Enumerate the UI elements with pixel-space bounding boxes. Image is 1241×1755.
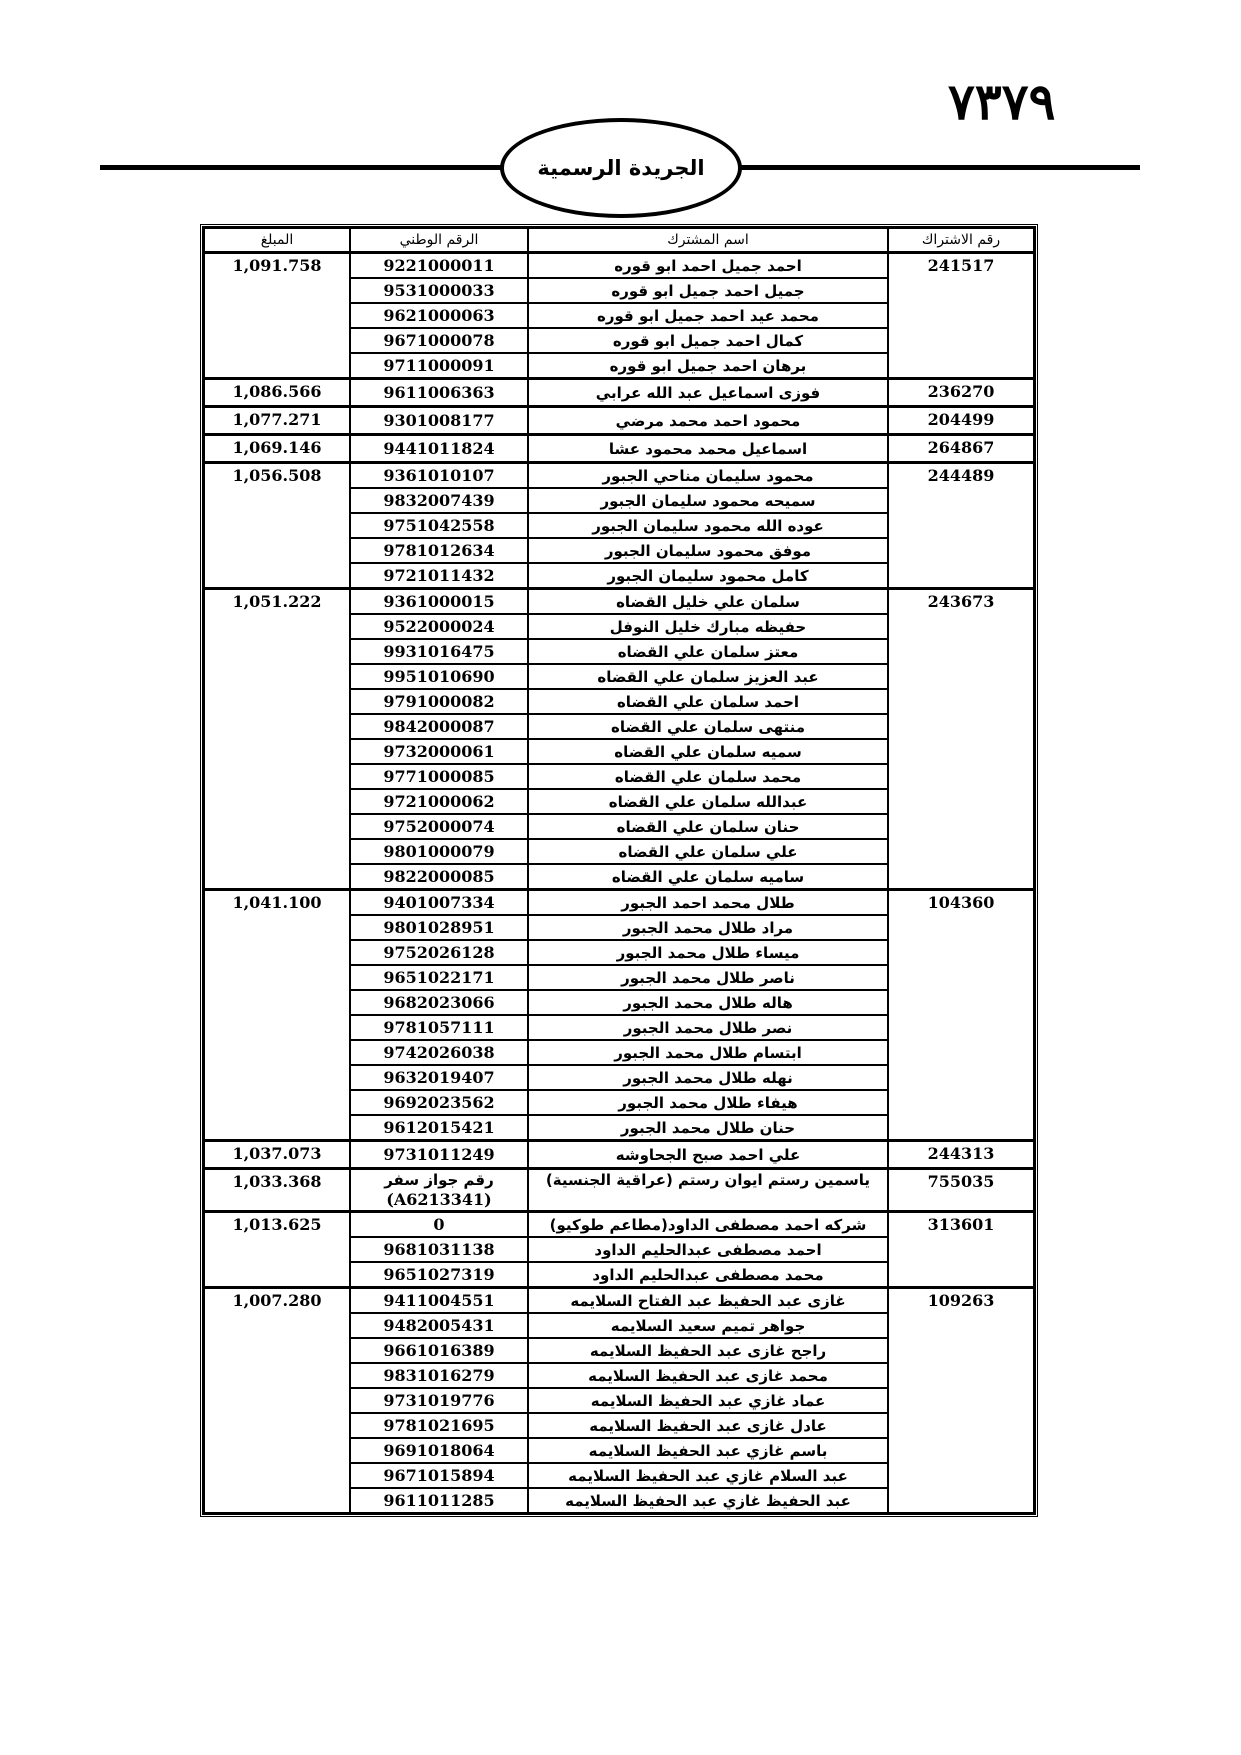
national-id-cell: 9781012634 xyxy=(350,538,528,563)
subscriber-name-cell: راجح غازى عبد الحفيظ السلايمه xyxy=(528,1338,888,1363)
national-id-cell: 9661016389 xyxy=(350,1338,528,1363)
national-id-cell: 9671015894 xyxy=(350,1463,528,1488)
amount-cell: 1,091.758 xyxy=(204,253,350,379)
subscriber-name-cell: محمود احمد محمد مرضي xyxy=(528,407,888,435)
table-header-row xyxy=(204,228,1034,253)
amount-cell: 1,056.508 xyxy=(204,463,350,589)
subscriber-name-cell: احمد سلمان علي القضاه xyxy=(528,689,888,714)
national-id-cell: 9441011824 xyxy=(350,435,528,463)
amount-cell: 1,041.100 xyxy=(204,890,350,1141)
national-id-cell: 9831016279 xyxy=(350,1363,528,1388)
national-id-cell: 9842000087 xyxy=(350,714,528,739)
national-id-cell: 9711000091 xyxy=(350,353,528,379)
amount-cell: 1,069.146 xyxy=(204,435,350,463)
national-id-cell: 9651022171 xyxy=(350,965,528,990)
national-id-cell: 9731019776 xyxy=(350,1388,528,1413)
national-id-cell: 9931016475 xyxy=(350,639,528,664)
subscriber-name-cell: عبد الحفيظ غازي عبد الحفيظ السلايمه xyxy=(528,1488,888,1513)
national-id-cell: 9822000085 xyxy=(350,864,528,890)
national-id-cell: 9531000033 xyxy=(350,278,528,303)
subscriber-name-cell: عوده الله محمود سليمان الجبور xyxy=(528,513,888,538)
subscriber-name-cell: برهان احمد جميل ابو قوره xyxy=(528,353,888,379)
subscriber-name-cell: محمد مصطفى عبدالحليم الداود xyxy=(528,1262,888,1288)
table-row xyxy=(204,435,1034,463)
subscription-number-cell: 755035 xyxy=(888,1169,1034,1212)
subscription-number-cell: 236270 xyxy=(888,379,1034,407)
national-id-cell: 9682023066 xyxy=(350,990,528,1015)
national-id-cell: 9751042558 xyxy=(350,513,528,538)
subscriber-name-cell: مراد طلال محمد الجبور xyxy=(528,915,888,940)
subscriber-name-cell: عبد السلام غازي عبد الحفيظ السلايمه xyxy=(528,1463,888,1488)
subscribers-table xyxy=(203,227,1035,1514)
national-id-cell: 9771000085 xyxy=(350,764,528,789)
amount-cell: 1,007.280 xyxy=(204,1288,350,1514)
subscriber-name-cell: ميساء طلال محمد الجبور xyxy=(528,940,888,965)
subscriber-name-cell: علي احمد صبح الجحاوشه xyxy=(528,1141,888,1169)
subscriber-name-cell: سلمان علي خليل القضاه xyxy=(528,589,888,615)
table-body xyxy=(204,253,1034,1514)
table-row xyxy=(204,890,1034,916)
subscriber-name-cell: حنان طلال محمد الجبور xyxy=(528,1115,888,1141)
subscription-number-cell: 244489 xyxy=(888,463,1034,589)
subscriber-name-cell: غازى عبد الحفيظ عبد الفتاح السلايمه xyxy=(528,1288,888,1314)
subscription-number-cell: 264867 xyxy=(888,435,1034,463)
national-id-cell: 9801000079 xyxy=(350,839,528,864)
national-id-cell: 9611011285 xyxy=(350,1488,528,1513)
subscriber-name-cell: محمود سليمان مناحي الجبور xyxy=(528,463,888,489)
national-id-cell: 9411004551 xyxy=(350,1288,528,1314)
national-id-cell: 9482005431 xyxy=(350,1313,528,1338)
national-id-cell: 9522000024 xyxy=(350,614,528,639)
national-id-cell: 9671000078 xyxy=(350,328,528,353)
national-id-cell: 9651027319 xyxy=(350,1262,528,1288)
national-id-cell: 9832007439 xyxy=(350,488,528,513)
header-rule-right xyxy=(738,165,1140,170)
table-row xyxy=(204,379,1034,407)
national-id-cell: 9621000063 xyxy=(350,303,528,328)
subscriber-name-cell: عبدالله سلمان علي القضاه xyxy=(528,789,888,814)
passport-label: رقم جواز سفر xyxy=(384,1171,494,1189)
table-row xyxy=(204,407,1034,435)
subscription-number-cell: 243673 xyxy=(888,589,1034,890)
subscriber-name-cell: حنان سلمان علي القضاه xyxy=(528,814,888,839)
subscriber-name-cell: طلال محمد احمد الجبور xyxy=(528,890,888,916)
amount-cell: 1,051.222 xyxy=(204,589,350,890)
subscriber-name-cell: نهله طلال محمد الجبور xyxy=(528,1065,888,1090)
subscriber-name-cell: حفيظه مبارك خليل النوفل xyxy=(528,614,888,639)
subscription-number-cell: 104360 xyxy=(888,890,1034,1141)
national-id-cell: 9801028951 xyxy=(350,915,528,940)
national-id-cell: 9691018064 xyxy=(350,1438,528,1463)
header-amount: المبلغ xyxy=(204,228,350,253)
subscriber-name-cell: سميه سلمان علي القضاه xyxy=(528,739,888,764)
subscriber-name-cell: محمد عيد احمد جميل ابو قوره xyxy=(528,303,888,328)
national-id-cell: 9951010690 xyxy=(350,664,528,689)
header-subscription-number: رقم الاشتراك xyxy=(888,228,1034,253)
national-id-cell: 9731011249 xyxy=(350,1141,528,1169)
subscription-number-cell: 241517 xyxy=(888,253,1034,379)
subscribers-table-frame xyxy=(200,224,1038,1517)
table-row xyxy=(204,253,1034,279)
publication-title: الجريدة الرسمية xyxy=(537,156,705,180)
national-id-cell: 9221000011 xyxy=(350,253,528,279)
amount-cell: 1,077.271 xyxy=(204,407,350,435)
subscription-number-cell: 109263 xyxy=(888,1288,1034,1514)
subscriber-name-cell: اسماعيل محمد محمود عشا xyxy=(528,435,888,463)
amount-cell: 1,037.073 xyxy=(204,1141,350,1169)
national-id-cell: 9791000082 xyxy=(350,689,528,714)
national-id-cell: 9752000074 xyxy=(350,814,528,839)
header-national-id: الرقم الوطني xyxy=(350,228,528,253)
subscription-number-cell: 204499 xyxy=(888,407,1034,435)
header-title-oval xyxy=(500,118,742,218)
subscriber-name-cell: موفق محمود سليمان الجبور xyxy=(528,538,888,563)
national-id-cell: 9361010107 xyxy=(350,463,528,489)
subscriber-name-cell: هيفاء طلال محمد الجبور xyxy=(528,1090,888,1115)
subscriber-name-cell: باسم غازي عبد الحفيظ السلايمه xyxy=(528,1438,888,1463)
national-id-cell: 9632019407 xyxy=(350,1065,528,1090)
subscriber-name-cell: عبد العزيز سلمان علي القضاه xyxy=(528,664,888,689)
subscriber-name-cell: شركه احمد مصطفى الداود(مطاعم طوكيو) xyxy=(528,1212,888,1238)
subscriber-name-cell: احمد مصطفى عبدالحليم الداود xyxy=(528,1237,888,1262)
header-rule-left xyxy=(100,165,505,170)
national-id-cell: 9721000062 xyxy=(350,789,528,814)
subscriber-name-cell: ناصر طلال محمد الجبور xyxy=(528,965,888,990)
subscriber-name-cell: هاله طلال محمد الجبور xyxy=(528,990,888,1015)
national-id-cell: 9681031138 xyxy=(350,1237,528,1262)
amount-cell: 1,033.368 xyxy=(204,1169,350,1212)
national-id-cell: 9721011432 xyxy=(350,563,528,589)
table-row xyxy=(204,1141,1034,1169)
subscriber-name-cell: كامل محمود سليمان الجبور xyxy=(528,563,888,589)
national-id-cell: 9752026128 xyxy=(350,940,528,965)
subscriber-name-cell: عادل غازى عبد الحفيظ السلايمه xyxy=(528,1413,888,1438)
national-id-cell: 0 xyxy=(350,1212,528,1238)
national-id-cell xyxy=(350,1169,528,1212)
national-id-cell: 9781057111 xyxy=(350,1015,528,1040)
national-id-cell: 9401007334 xyxy=(350,890,528,916)
table-row xyxy=(204,589,1034,615)
subscription-number-cell: 244313 xyxy=(888,1141,1034,1169)
page-number: ٧٣٧٩ xyxy=(948,72,1056,131)
amount-cell: 1,086.566 xyxy=(204,379,350,407)
subscriber-name-cell: احمد جميل احمد ابو قوره xyxy=(528,253,888,279)
subscriber-name-cell: ساميه سلمان علي القضاه xyxy=(528,864,888,890)
subscriber-name-cell: سميحه محمود سليمان الجبور xyxy=(528,488,888,513)
national-id-cell: 9692023562 xyxy=(350,1090,528,1115)
subscriber-name-cell: محمد سلمان علي القضاه xyxy=(528,764,888,789)
amount-cell: 1,013.625 xyxy=(204,1212,350,1288)
national-id-cell: 9781021695 xyxy=(350,1413,528,1438)
subscriber-name-cell: علي سلمان علي القضاه xyxy=(528,839,888,864)
subscriber-name-cell: فوزى اسماعيل عبد الله عرابي xyxy=(528,379,888,407)
national-id-cell: 9612015421 xyxy=(350,1115,528,1141)
national-id-cell: 9732000061 xyxy=(350,739,528,764)
subscriber-name-cell: جميل احمد جميل ابو قوره xyxy=(528,278,888,303)
subscriber-name-cell: ابتسام طلال محمد الجبور xyxy=(528,1040,888,1065)
subscriber-name-cell: ياسمين رستم ايوان رستم (عراقية الجنسية) xyxy=(528,1169,888,1212)
table-row xyxy=(204,1288,1034,1314)
header-subscriber-name: اسم المشترك xyxy=(528,228,888,253)
subscriber-name-cell: جواهر تميم سعيد السلايمه xyxy=(528,1313,888,1338)
subscriber-name-cell: معتز سلمان علي القضاه xyxy=(528,639,888,664)
table-row xyxy=(204,463,1034,489)
national-id-cell: 9742026038 xyxy=(350,1040,528,1065)
national-id-cell: 9301008177 xyxy=(350,407,528,435)
national-id-cell: 9361000015 xyxy=(350,589,528,615)
subscriber-name-cell: نصر طلال محمد الجبور xyxy=(528,1015,888,1040)
passport-number: (A6213341) xyxy=(386,1190,492,1209)
table-row xyxy=(204,1212,1034,1238)
subscriber-name-cell: عماد غازي عبد الحفيظ السلايمه xyxy=(528,1388,888,1413)
subscriber-name-cell: محمد غازى عبد الحفيظ السلايمه xyxy=(528,1363,888,1388)
national-id-cell: 9611006363 xyxy=(350,379,528,407)
subscriber-name-cell: كمال احمد جميل ابو قوره xyxy=(528,328,888,353)
subscriber-name-cell: منتهى سلمان علي القضاه xyxy=(528,714,888,739)
subscription-number-cell: 313601 xyxy=(888,1212,1034,1288)
table-row xyxy=(204,1169,1034,1212)
